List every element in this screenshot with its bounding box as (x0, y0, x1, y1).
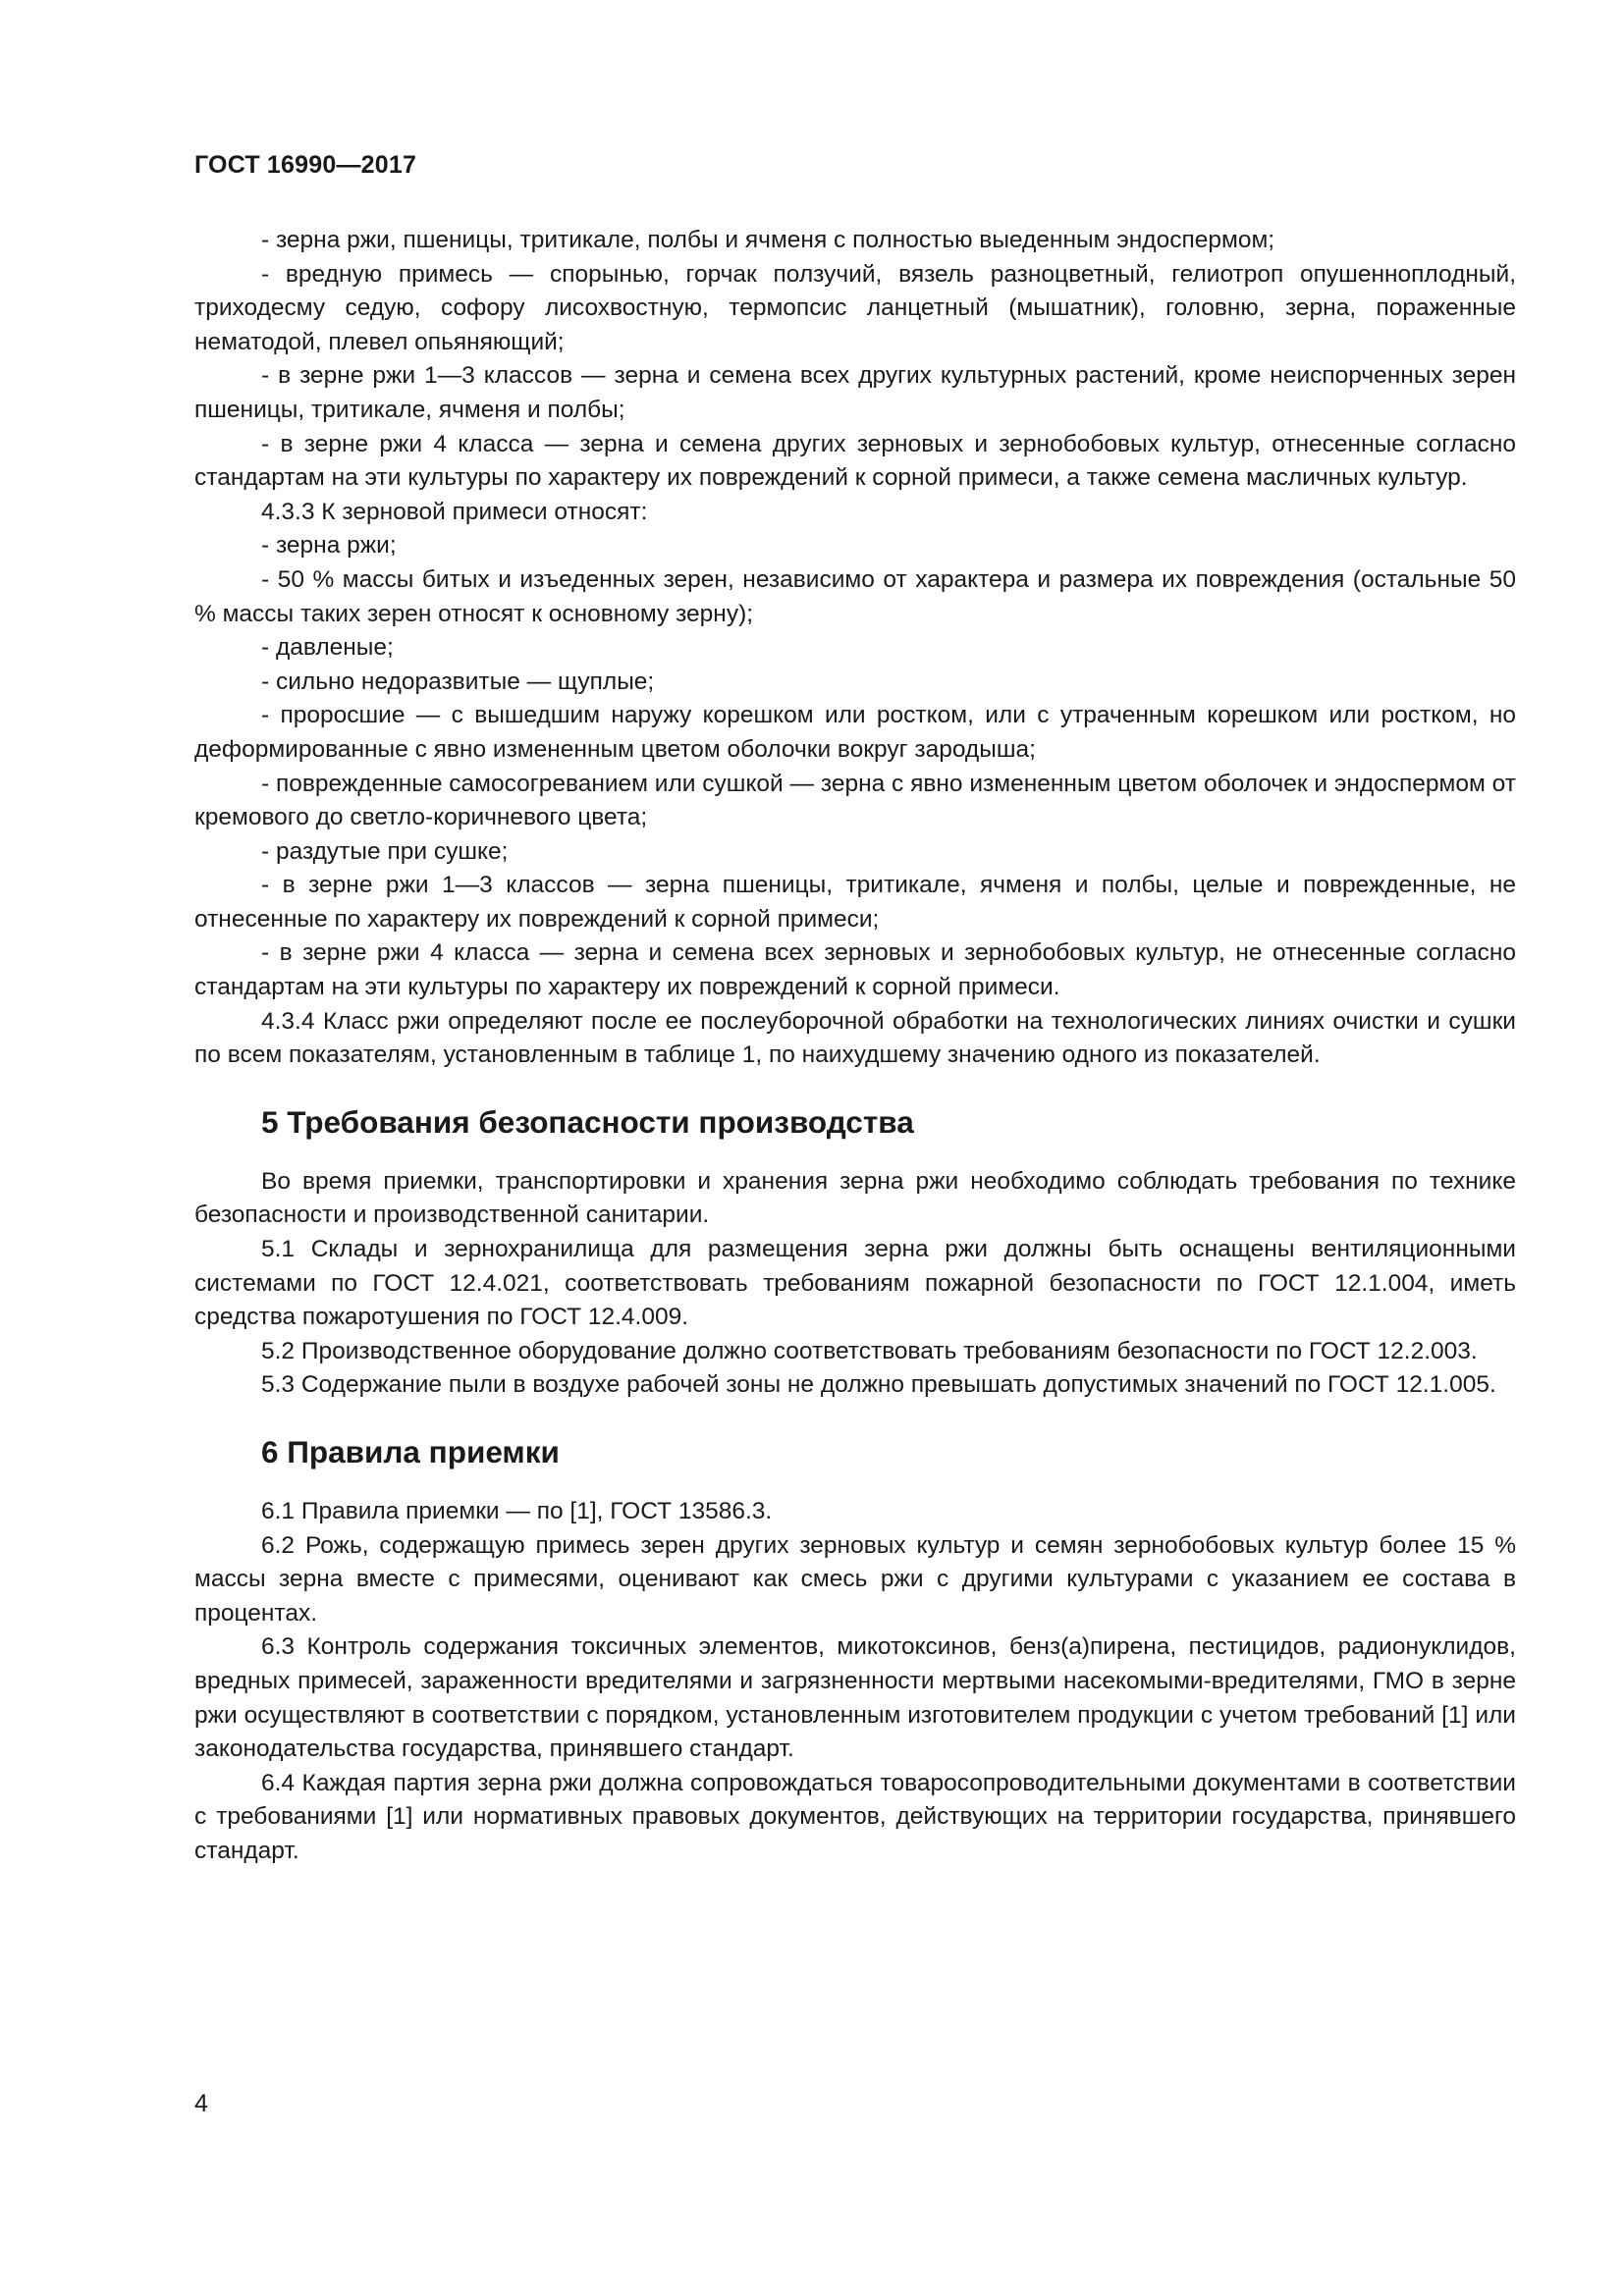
clause-4-3-3-intro: 4.3.3 К зерновой примеси относят: (261, 498, 648, 525)
list-item: - зерна ржи; (261, 532, 397, 560)
list-item: - 50 % массы битых и изъеденных зерен, независимо от характера и размера их повреждения (остальные 50 % массы таких зерен относят к основному зерну); (194, 565, 1516, 627)
clause-6-3: 6.3 Контроль содержания токсичных элементов, микотоксинов, бенз(а)пирена, пестицидов, радионуклидов, вредных примесей, зараженности вредителями и загрязненности мертвыми насекомыми-вредителями, ГМО в зерне ржи осуществляют в соответствии с порядком, установленным изготовителем продукции с учетом требований [1] или законодательства государства, принявшего стандарт. (194, 1633, 1516, 1763)
page-number: 4 (194, 2090, 208, 2117)
list-item: - сильно недоразвитые — щуплые; (261, 667, 655, 695)
clause-6-2: 6.2 Рожь, содержащую примесь зерен других зерновых культур и семян зернобобовых культур более 15 % массы зерна вместе с примесями, оценивают как смесь ржи с другими культурами с указанием ее состава в процентах. (194, 1531, 1516, 1627)
list-item: - в зерне ржи 4 класса — зерна и семена всех зерновых и зернобобовых культур, не отнесенные согласно стандартам на эти культуры по характеру их повреждений к сорной примеси. (194, 939, 1516, 1001)
paragraph: - зерна ржи, пшеницы, тритикале, полбы и ячменя с полностью выеденным эндоспермом; (261, 227, 1275, 253)
document-header: ГОСТ 16990—2017 (194, 151, 417, 179)
section-6-heading: 6 Правила приемки (261, 1434, 560, 1469)
paragraph: - в зерне ржи 1—3 классов — зерна и семена всех других культурных растений, кроме неиспорченных зерен пшеницы, тритикале, ячменя и полбы; (194, 362, 1516, 423)
clause-5-1: 5.1 Склады и зернохранилища для размещения зерна ржи должны быть оснащены вентиляционными системами по ГОСТ 12.4.021, соответствовать требованиям пожарной безопасности по ГОСТ 12.1.004, иметь средства пожаротушения по ГОСТ 12.4.009. (194, 1236, 1516, 1331)
section-5-heading: 5 Требования безопасности производства (261, 1103, 914, 1140)
clause-5-3: 5.3 Содержание пыли в воздухе рабочей зоны не должно превышать допустимых значений по ГОСТ 12.1.005. (261, 1371, 1496, 1399)
paragraph: - в зерне ржи 4 класса — зерна и семена других зерновых и зернобобовых культур, отнесенные согласно стандартам на эти культуры по характеру их повреждений к сорной примеси, а также семена масличных культур. (194, 430, 1516, 492)
list-item: - в зерне ржи 1—3 классов — зерна пшеницы, тритикале, ячменя и полбы, целые и поврежденные, не отнесенные по характеру их повреждений к сорной примеси; (194, 872, 1516, 933)
section-5-intro: Во время приемки, транспортировки и хранения зерна ржи необходимо соблюдать требования по технике безопасности и производственной санитарии. (194, 1167, 1516, 1229)
list-item: - поврежденные самосогреванием или сушкой — зерна с явно измененным цветом оболочек и эндоспермом от кремового до светло-коричневого цвета; (194, 770, 1516, 831)
clause-4-3-4: 4.3.4 Класс ржи определяют после ее послеуборочной обработки на технологических линиях очистки и сушки по всем показателям, установленным в таблице 1, по наихудшему значению одного из показателей. (194, 1007, 1516, 1069)
clause-5-2: 5.2 Производственное оборудование должно соответствовать требованиям безопасности по ГОСТ 12.2.003. (261, 1337, 1478, 1364)
list-item: - давленые; (261, 634, 394, 662)
list-item: - проросшие — с вышедшим наружу корешком или ростком, или с утраченным корешком или ростком, но деформированные с явно измененным цветом оболочки вокруг зародыша; (194, 702, 1516, 763)
clause-6-1: 6.1 Правила приемки — по [1], ГОСТ 13586.3. (261, 1498, 773, 1524)
clause-6-4: 6.4 Каждая партия зерна ржи должна сопровождаться товаросопроводительными документами в соответствии с требованиями [1] или нормативных правовых документов, действующих на территории государства, принявшего стандарт. (194, 1769, 1516, 1864)
paragraph: - вредную примесь — спорынью, горчак ползучий, вязель разноцветный, гелиотроп опушенноплодный, триходесму седую, софору лисохвостную, термопсис ланцетный (мышатник), головню, зерна, пораженные нематодой, плевел опьяняющий; (194, 260, 1516, 355)
list-item: - раздутые при сушке; (261, 837, 509, 865)
document-body (194, 224, 1516, 1869)
